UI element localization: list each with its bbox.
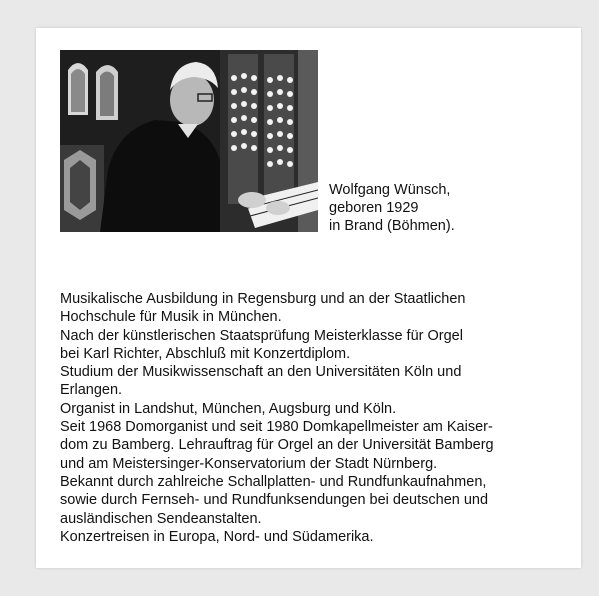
caption-line-birth: geboren 1929 [329,200,419,216]
bio-line: Bekannt durch zahlreiche Schallplatten- und Rundfunkaufnahmen, [60,473,487,490]
bio-line: sowie durch Fernseh- und Rundfunksendungen bei deutschen und [60,492,489,509]
bio-line: Organist in Landshut, München, Augsburg und Köln. [60,400,397,417]
bio-line: bei Karl Richter, Abschluß mit Konzertdiplom. [60,345,351,362]
bio-line: und am Meistersinger-Konservatorium der Stadt Nürnberg. [60,455,438,472]
caption-line-name: Wolfgang Wünsch, [329,182,451,198]
bio-line: Hochschule für Musik in München. [60,309,282,326]
bio-line: Seit 1968 Domorganist und seit 1980 Domkapellmeister am Kaiser- [60,419,493,436]
biography-text [60,290,560,546]
organist-at-console-image [60,50,318,232]
bio-line: Nach der künstlerischen Staatsprüfung Meisterklasse für Orgel [60,327,463,344]
bio-line: dom zu Bamberg. Lehrauftrag für Orgel an der Universität Bamberg [60,437,494,454]
bio-line: Studium der Musikwissenschaft an den Universitäten Köln und [60,364,462,381]
caption-line-place: in Brand (Böhmen). [329,218,455,234]
bio-line: Musikalische Ausbildung in Regensburg und an der Staatlichen [60,291,466,307]
portrait-photo-organist [60,50,318,232]
bio-line: Erlangen. [60,382,123,399]
bio-line: Konzertreisen in Europa, Nord- und Südamerika. [60,528,374,545]
portrait-caption [329,181,455,235]
bio-line: ausländischen Sendeanstalten. [60,510,262,527]
